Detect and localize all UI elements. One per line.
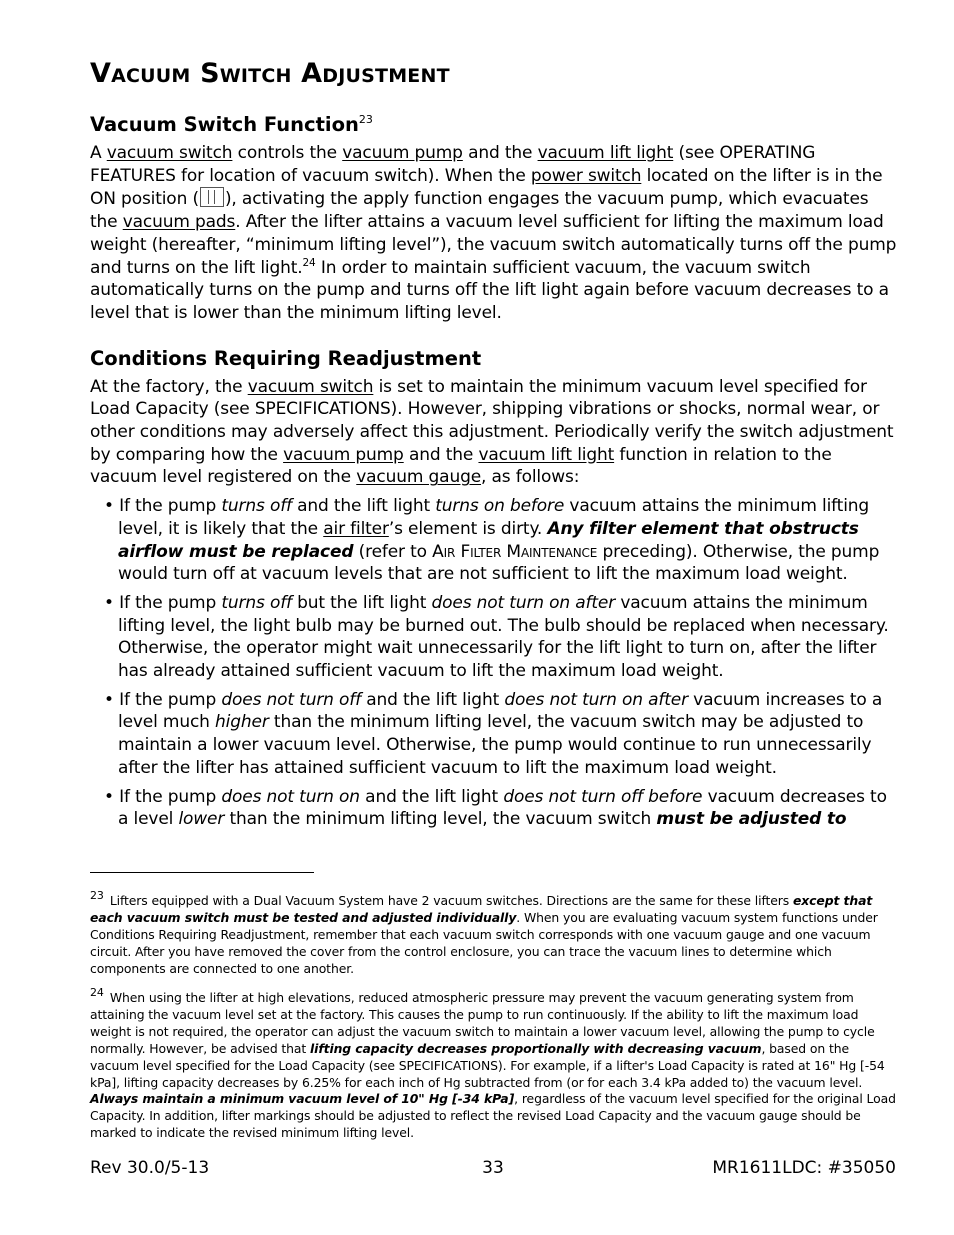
footnote-ref-24[interactable]: 24 [302,256,316,269]
text: vacuum increases to a level much [118,689,883,733]
page-body [90,58,898,837]
text: is set to maintain the minimum vacuum level specified for Load Capacity (see SPECIFICATIONS). However, shipping vibrations or shocks, normal wear, or other conditions may adversely affect this adjustment. Periodically verify the switch adjustment by comparing how the [90,376,894,465]
list-item [90,592,898,683]
text: but the lift light [291,592,432,613]
text: . After the lifter attains a vacuum level sufficient for lifting the maximum load weight (hereafter, “minimum lifting level”), the vacuum switch automatically turns off the pump and turns on the lift light. [90,212,897,278]
text: Lifters equipped with a Dual Vacuum System have 2 vacuum switches. Directions are the same for these lifters [109,893,793,908]
text: At the factory, the [90,376,248,397]
section1-heading-text: Vacuum Switch Function [90,113,359,136]
page-title-text: Vacuum Switch Adjustment [90,58,450,89]
text: In order to maintain sufficient vacuum, the vacuum switch automatically turns on the pump and turns off the lift light again before vacuum decreases to a level that is lower than the minimum lifting level. [90,257,889,323]
text: function in relation to the vacuum level registered on the [90,444,832,488]
section-heading-vacuum-switch-function [90,113,898,136]
text: , as follows: [481,467,580,488]
footnote-number: 23 [90,889,104,902]
text: located on the lifter is in the ON position ( [90,165,883,210]
text: vacuum decreases to a level [118,786,887,830]
text: A [90,143,107,163]
term-vacuum-switch: vacuum switch [247,376,374,397]
list-item [90,689,898,780]
list-item [90,495,898,586]
text: and the [403,444,479,465]
text: , regardless of the vacuum level specified for the original Load Capacity. In addition, lifter markings should be adjusted to reflect the revised Load Capacity and the vacuum gauge should be marked to indicate the revised minimum lifting level. [90,1091,896,1141]
text-italic: does not turn off before [503,786,703,807]
text-bold-italic: Always maintain a minimum vacuum level of 10" Hg [-34 kPa] [90,1091,515,1107]
text-italic: turns off [221,592,292,613]
term-vacuum-pump: vacuum pump [342,143,463,163]
footer-document-id: MR1611LDC: #35050 [712,1158,896,1178]
term-air-filter: air filter [323,518,389,539]
text-italic: does not turn off [221,689,361,710]
footnote-ref-23[interactable]: 23 [358,113,373,126]
text: and the lift light [359,786,504,807]
term-vacuum-lift-light: vacuum lift light [478,444,615,465]
term-vacuum-lift-light: vacuum lift light [537,143,674,163]
footnote-23 [90,889,896,978]
term-vacuum-switch: vacuum switch [106,143,233,163]
text: and the [462,143,538,163]
bullet-list [90,495,898,831]
text-bold-italic: must be adjusted to [656,809,847,830]
text: If the pump [119,592,222,613]
list-item [90,786,898,831]
power-on-symbol-icon [200,187,224,207]
footnote-number: 24 [90,986,104,999]
text: . When you are evaluating vacuum system functions under Conditions Requiring Readjustment, remember that each vacuum switch corresponds with one vacuum gauge and one vacuum circuit. After you have removed the cover from the control enclosure, you can trace the vacuum lines to determine which components are connected to one another. [90,909,878,976]
section-heading-conditions-requiring-readjustment: Conditions Requiring Readjustment [90,346,482,370]
footer-revision: Rev 30.0/5-13 [90,1158,210,1178]
term-vacuum-gauge: vacuum gauge [356,467,482,488]
text-bold-italic: lifting capacity decreases proportionally with decreasing vacuum [310,1040,762,1056]
text: vacuum attains the minimum lifting level, it is likely that the [118,496,870,539]
text-italic: does not turn on after [431,592,616,613]
footnote-24 [90,986,896,1142]
text: controls the [232,143,343,163]
text-italic: lower [178,809,225,830]
text: preceding). Otherwise, the pump would turn off at vacuum levels that are not sufficient to lift the maximum load weight. [118,541,880,585]
text-italic: does not turn on [221,786,360,807]
text: vacuum attains the minimum lifting level, the light bulb may be burned out. The bulb should be replaced when necessary. Otherwise, the operator might wait unnecessarily for the lift light to turn on, after the lifter has already attained sufficient vacuum to lift the maximum load weight. [118,592,889,682]
text: (see OPERATING FEATURES for location of vacuum switch). When the [90,143,816,186]
text: When using the lifter at high elevations, reduced atmospheric pressure may prevent the vacuum generating system from attaining the vacuum level set at the factory. This causes the pump to run continuously. If the ability to lift the maximum load weight is not required, the operator can adjust the vacuum switch to maintain a lower vacuum level, allowing the pump to cycle normally. However, be advised that [90,990,875,1056]
text: If the pump [119,496,222,517]
term-vacuum-pump: vacuum pump [283,444,404,465]
text-italic: higher [215,712,269,733]
text-bold-italic: except that each vacuum switch must be tested and adjusted individually [90,893,873,925]
term-power-switch: power switch [530,165,642,186]
text: ’s element is dirty. [388,518,548,539]
text-italic: turns on before [435,496,565,517]
paragraph-conditions-intro [90,376,898,490]
text: and the lift light [360,689,505,710]
term-vacuum-pads: vacuum pads [122,212,236,233]
text: (refer to [353,541,433,562]
paragraph-vacuum-switch-function [90,142,898,325]
page-title [90,58,898,89]
text: ), activating the apply function engages the vacuum pump, which evacuates the [90,189,869,233]
text: than the minimum lifting level, the vacuum switch [224,809,657,830]
cross-reference: Air Filter Maintenance [432,541,598,562]
text-italic: turns off [221,496,292,517]
text: and the lift light [291,496,436,517]
text: If the pump [119,786,222,807]
text: than the minimum lifting level, the vacuum switch may be adjusted to maintain a lower vacuum level. Otherwise, the pump would continue to run unnecessarily after the lifter has attained sufficient vacuum to lift the maximum load weight. [118,712,872,778]
text-italic: does not turn on after [504,689,688,710]
text: , based on the vacuum level specified for the Load Capacity (see SPECIFICATIONS). For example, if a lifter's Load Capacity is rated at 16" Hg [-54 kPa], lifting capacity decreases by 6.25% for each inch of Hg subtracted from (or for each 3.4 kPa added to) the vacuum level. [90,1040,885,1090]
footnote-divider [90,872,314,873]
footer-page-number: 33 [482,1158,504,1178]
text: If the pump [119,689,222,710]
text-bold-italic: Any filter element that obstructs airflow must be replaced [118,518,859,562]
